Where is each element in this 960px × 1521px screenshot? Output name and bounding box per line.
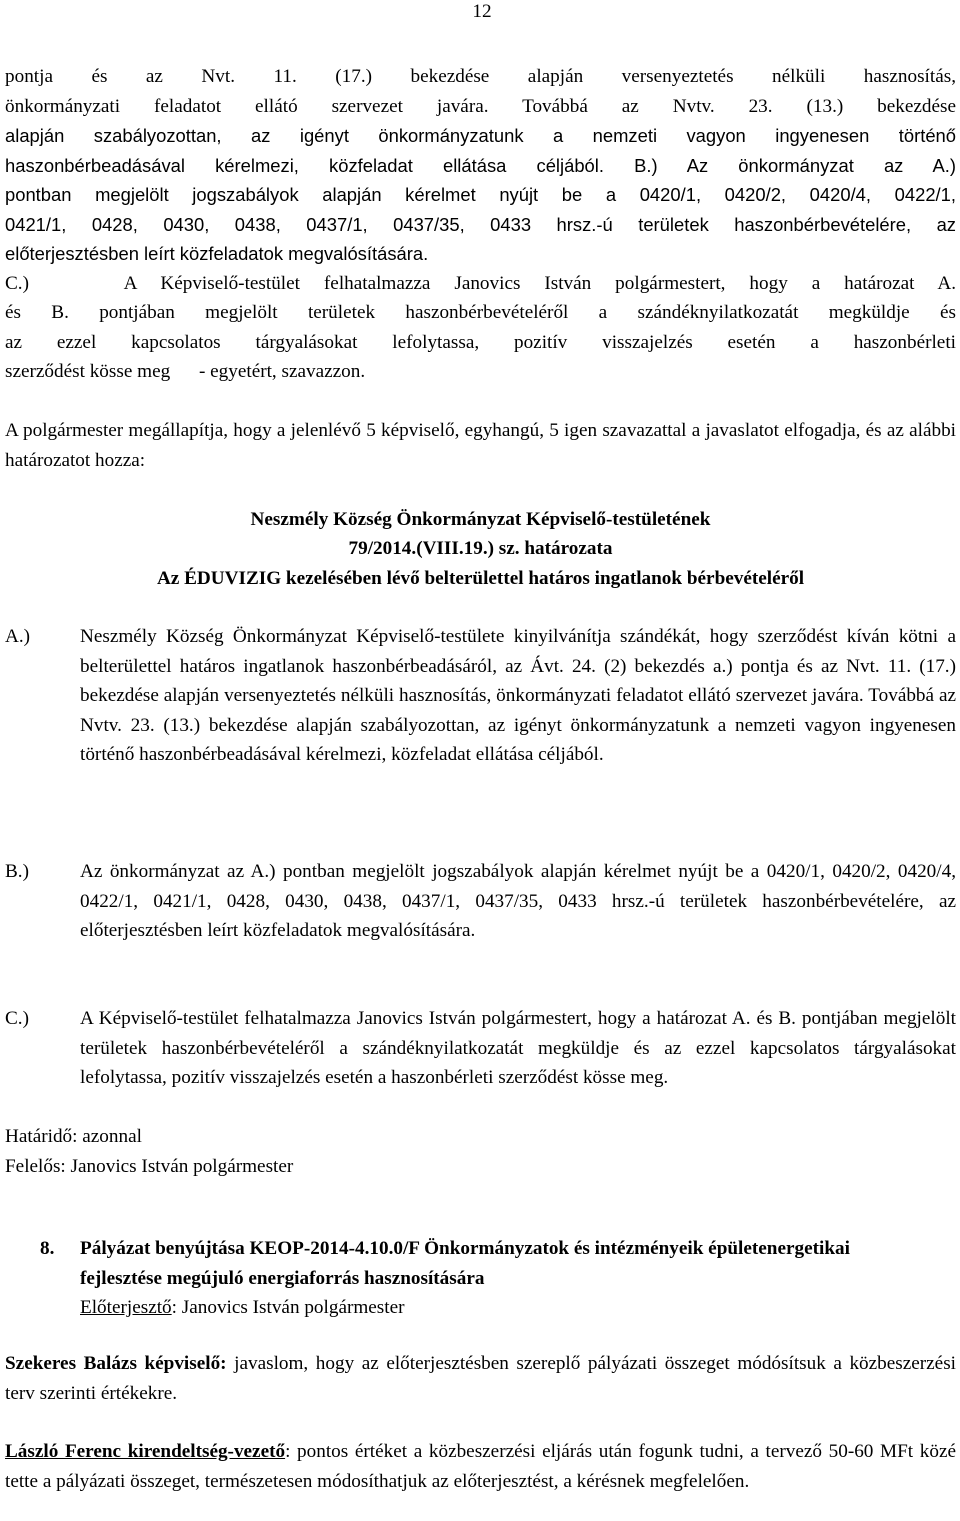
responsible: Felelős: Janovics István polgármester xyxy=(5,1156,294,1177)
mayor-statement: A polgármester megállapítja, hogy a jelenlévő 5 képviselő, egyhangú, 5 igen szavazattal a javaslatot elfogadja, és az alábbi határozatot hozza: xyxy=(5,420,956,471)
page-number: 12 xyxy=(472,1,492,22)
intro-line: alapján szabályozottan, az igényt önkormányzatunk a nemzeti vagyon ingyenesen történő xyxy=(5,125,956,146)
deadline: Határidő: azonnal xyxy=(5,1126,142,1147)
intro-line: 0421/1, 0428, 0430, 0438, 0437/1, 0437/35, 0433 hrsz.-ú területek haszonbérbevételére, az xyxy=(5,214,956,235)
section-8-title xyxy=(40,1234,930,1293)
resolution-title: Az ÉDUVIZIG kezelésében lévő belterülettel határos ingatlanok bérbevételéről xyxy=(156,568,805,589)
intro-line: haszonbérbeadásával kérelmezi, közfeladat ellátása céljából. B.) Az önkormányzat az A.) xyxy=(5,155,956,176)
intro-line: előterjesztésben leírt közfeladatok megvalósítására. xyxy=(5,243,429,264)
presenter-name: : Janovics István polgármester xyxy=(171,1297,405,1318)
presenter-label: Előterjesztő xyxy=(80,1297,172,1318)
section-title-text: Pályázat benyújtása KEOP-2014-4.10.0/F Önkormányzatok és intézményeik épületenergetikai fejlesztése megújuló energiaforrás hasznosítására xyxy=(80,1238,850,1289)
resolution-number: 79/2014.(VIII.19.) sz. határozata xyxy=(348,538,613,559)
point-text: Az önkormányzat az A.) pontban megjelölt jogszabályok alapján kérelmet nyújt be a 0420/1, 0420/2, 0420/4, 0422/1, 0421/1, 0428, 0430, 0438, 0437/1, 0437/35, 0433 hrsz.-ú területek haszonbérbevételére, az előterjesztésben leírt közfeladatok megvalósítására. xyxy=(80,861,956,942)
section-number: 8. xyxy=(40,1238,55,1259)
presenter xyxy=(80,1293,405,1323)
point-text: Neszmély Község Önkormányzat Képviselő-testülete kinyilvánítja szándékát, hogy szerződést kíván kötni a belterülettel határos ingatlanok haszonbérbeadásáról, az Ávt. 24. (2) bekezdés a.) pontja és az Nvt. 11. (17.) bekezdése alapján versenyeztetés nélküli hasznosítás, önkormányzati feladatot ellátó szervezet javára. Továbbá az Nvtv. 23. (13.) bekezdése alapján szabályozottan, az igényt önkormányzatunk a nemzeti vagyon ingyenesen történő haszonbérbeadásával kérelmezi, közfeladat ellátása céljából. xyxy=(80,626,956,766)
intro-line: pontban megjelölt jogszabályok alapján kérelmet nyújt be a 0420/1, 0420/2, 0420/4, 0422/1, xyxy=(5,184,956,205)
comment-szekeres xyxy=(5,1349,956,1408)
point-text: A Képviselő-testület felhatalmazza Janovics István polgármestert, hogy a határozat A. és B. pontjában megjelölt területek haszonbérbevételéről a szándéknyilatkozatát megküldje és az ezzel kapcsolatos tárgyalásokat lefolytassa, pozitív visszajelzés esetén a haszonbérleti szerződést kösse meg. xyxy=(80,1008,956,1089)
intro-line: és B. pontjában megjelölt területek haszonbérbevételéről a szándéknyilatkozatát megküldje és xyxy=(5,302,956,323)
resolution-body: Neszmély Község Önkormányzat Képviselő-testületének xyxy=(250,509,711,530)
point-label: B.) xyxy=(5,861,29,882)
comment-text: : pontos értéket a közbeszerzési eljárás után fogunk tudni, a tervező 50-60 MFt közé tette a pályázati összeget, természetesen módosíthatjuk az előterjesztést, a kérésnek megfelelően. xyxy=(5,1441,956,1492)
intro-line: az ezzel kapcsolatos tárgyalásokat lefolytassa, pozitív visszajelzés esetén a haszonbérleti xyxy=(5,332,956,353)
comment-speaker: László Ferenc kirendeltség-vezető xyxy=(5,1441,286,1462)
intro-line: szerződést kösse meg - egyetért, szavazzon. xyxy=(5,361,366,382)
intro-line: pontja és az Nvt. 11. (17.) bekezdése alapján versenyeztetés nélküli hasznosítás, xyxy=(5,66,956,87)
point-label: A.) xyxy=(5,626,31,647)
intro-line: önkormányzati feladatot ellátó szervezet javára. Továbbá az Nvtv. 23. (13.) bekezdése xyxy=(5,96,956,117)
intro-line: C.) A Képviselő-testület felhatalmazza Janovics István polgármestert, hogy a határozat A. xyxy=(5,273,956,294)
comment-laszlo xyxy=(5,1437,956,1496)
point-label: C.) xyxy=(5,1008,29,1029)
comment-text: javaslom, hogy az előterjesztésben szereplő pályázati összeget módósítsuk a közbeszerzési terv szerinti értékekre. xyxy=(5,1353,956,1404)
comment-speaker: Szekeres Balázs képviselő: xyxy=(5,1353,227,1374)
